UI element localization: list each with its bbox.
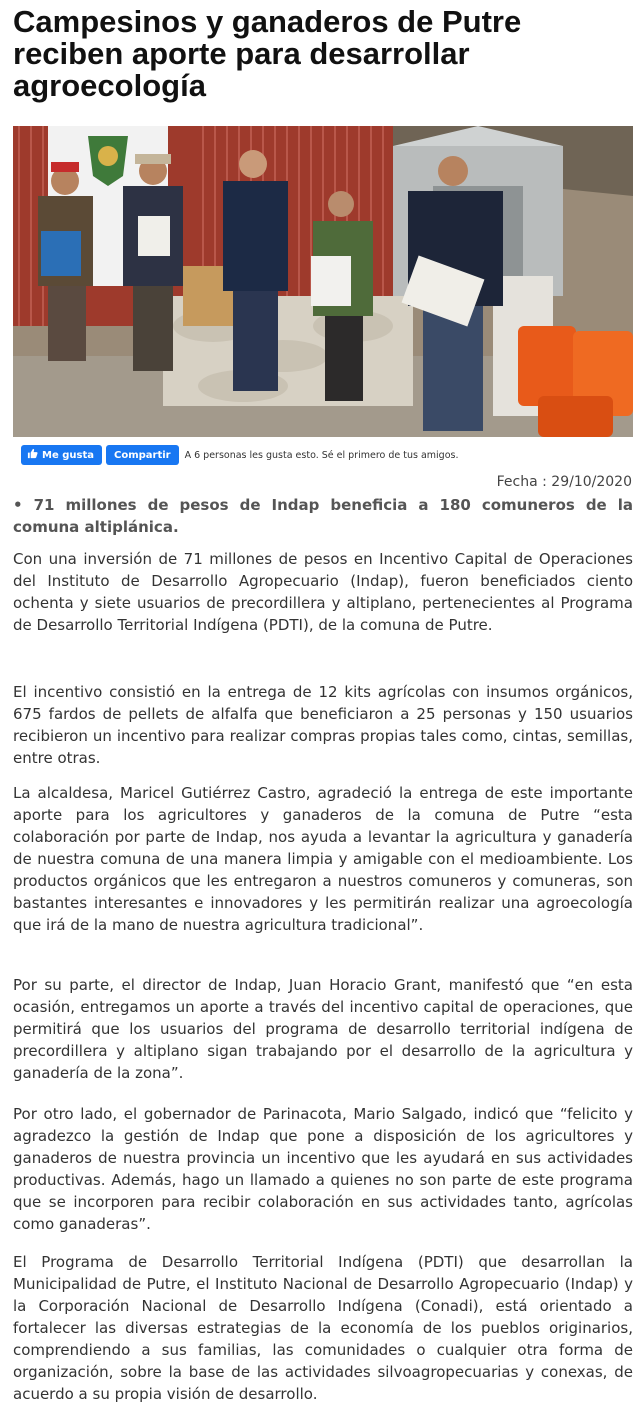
share-button[interactable]: Compartir — [106, 445, 179, 465]
article-photo — [13, 126, 633, 437]
article-title: Campesinos y ganaderos de Putre reciben aporte para desarrollar agroecología — [13, 4, 522, 103]
article-paragraph: Por otro lado, el gobernador de Parinacota, Mario Salgado, indicó que “felicito y agradezco la gestión de Indap que pone a disposición de los agricultores y ganaderos de nuestra provincia un incentivo que les ayudará en sus actividades productivas. Además, hago un llamado a quienes no son parte de este programa que se incorporen para recibir colaboración en sus actividades tanto, agrícolas como ganaderas”. — [13, 1105, 633, 1233]
like-button[interactable] — [21, 445, 102, 465]
article-lead: • 71 millones de pesos de Indap beneficia a 180 comuneros de la comuna altiplánica. — [13, 496, 633, 536]
thumbs-up-icon — [27, 448, 38, 462]
article-date: Fecha : 29/10/2020 — [496, 474, 632, 490]
article-paragraph: Por su parte, el director de Indap, Juan Horacio Grant, manifestó que “en esta ocasión, entregamos un aporte a través del incentivo capital de operaciones, que permitirá que los usuarios del programa de desarrollo territorial indígena de precordillera y altiplano sigan trabajando por el desarrollo de la agricultura y ganadería de la zona”. — [13, 976, 633, 1082]
article-paragraph: La alcaldesa, Maricel Gutiérrez Castro, agradeció la entrega de este importante aporte para los agricultores y ganaderos de la comuna de Putre “esta colaboración por parte de Indap, nos ayuda a levantar la agricultura y ganadería de nuestra comuna de una manera limpia y amigable con el medioambiente. Los productos orgánicos que les entregaron a nuestros comuneros y comuneras, son bastantes interesantes e innovadores y les permitirán realizar una agroecología que irá de la mano de nuestra agricultura tradicional”. — [13, 784, 633, 934]
like-summary: A 6 personas les gusta esto. Sé el primero de tus amigos. — [184, 449, 459, 461]
like-label: Me gusta — [42, 449, 94, 461]
facebook-social-bar — [21, 444, 459, 466]
article-paragraph: Con una inversión de 71 millones de pesos en Incentivo Capital de Operaciones del Instituto de Desarrollo Agropecuario (Indap), fueron beneficiados ciento ochenta y siete usuarios de precordillera y altiplano, pertenecientes al Programa de Desarrollo Territorial Indígena (PDTI), de la comuna de Putre. — [13, 550, 633, 634]
article-paragraph: El incentivo consistió en la entrega de 12 kits agrícolas con insumos orgánicos, 675 fardos de pellets de alfalfa que beneficiaron a 25 personas y 150 usuarios recibieron un incentivo para realizar compras propias tales como, cintas, semillas, entre otras. — [13, 683, 633, 767]
article-paragraph: El Programa de Desarrollo Territorial Indígena (PDTI) que desarrollan la Municipalidad de Putre, el Instituto Nacional de Desarrollo Agropecuario (Indap) y la Corporación Nacional de Desarrollo Indígena (Conadi), está orientado a fortalecer las diversas estrategias de la economía de los pueblos originarios, comprendiendo a sus familias, las comunidades o cualquier otra forma de organización, sobre la base de las actividades silvoagropecuarias y conexas, de acuerdo a su propia visión de desarrollo. — [13, 1253, 633, 1403]
